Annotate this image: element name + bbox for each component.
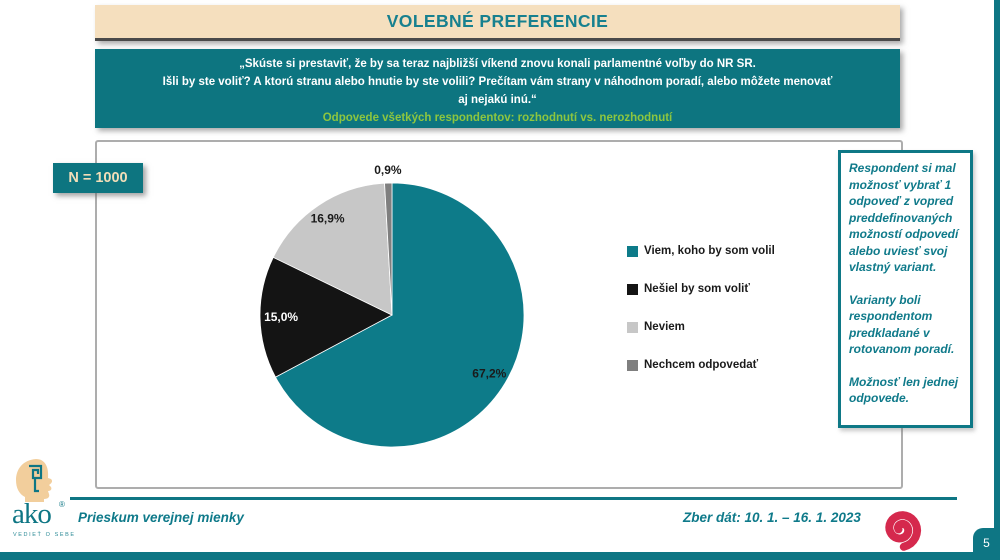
legend-swatch [627, 246, 638, 257]
ako-wordmark: ako [12, 498, 51, 530]
pie-data-label-1: 67,2% [472, 366, 507, 381]
spiral-path [889, 515, 917, 547]
pie-data-label-3: 16,9% [310, 211, 345, 226]
legend-item-1 [627, 245, 775, 257]
footer-divider [70, 497, 957, 500]
legend-swatch [627, 284, 638, 295]
note-paragraph: Možnosť len jednej odpovede. [849, 374, 959, 405]
bottom-edge-bar [0, 552, 1000, 560]
red-spiral-icon [878, 506, 924, 552]
question-subtitle: Odpovede všetkých respondentov: rozhodnutí vs. nerozhodnutí [322, 112, 673, 124]
legend-label: Nechcem odpovedať [644, 359, 759, 371]
legend-label: Viem, koho by som volil [644, 245, 775, 257]
question-line-2: Išli by ste voliť? A ktorú stranu alebo hnutie by ste volili? Prečítam vám strany v náhodnom poradí, alebo môžete menovať [162, 76, 833, 88]
legend-item-2 [627, 283, 775, 295]
legend-label: Neviem [644, 321, 685, 333]
footer-right-text: Zber dát: 10. 1. – 16. 1. 2023 [683, 510, 861, 525]
legend-swatch [627, 360, 638, 371]
methodology-note-box [838, 150, 973, 428]
sample-size-label: N = 1000 [68, 170, 128, 186]
pie-data-label-2: 15,0% [264, 310, 299, 325]
note-paragraph: Respondent si mal možnosť vybrať 1 odpoveď z vopred preddefinovaných možností odpovedí alebo uviesť svoj vlastný variant. [849, 161, 959, 274]
question-line-1: „Skúste si prestaviť, že by sa teraz najbližší víkend znovu konali parlamentné voľby do NR SR. [239, 58, 756, 70]
sample-size-box [53, 163, 143, 193]
note-paragraph: Varianty boli respondentom predkladané v rotovanom poradí. [849, 292, 955, 356]
page-title: VOLEBNÉ PREFERENCIE [386, 11, 609, 31]
legend-label: Nešiel by som voliť [644, 283, 750, 295]
legend-item-4 [627, 359, 775, 371]
question-line-3: aj nejakú inú.“ [458, 94, 537, 106]
legend-item-3 [627, 321, 775, 333]
legend-swatch [627, 322, 638, 333]
pie-chart [97, 142, 905, 491]
page-number-tab [973, 528, 1000, 560]
chart-container [95, 140, 903, 489]
right-edge-bar [994, 0, 1000, 560]
ako-head-icon [14, 458, 62, 502]
pie-legend [627, 245, 775, 397]
pie-data-label-4: 0,9% [374, 162, 402, 177]
ako-tagline: VEDIEŤ O SEBE [13, 532, 76, 538]
title-bar [95, 5, 900, 41]
page-number: 5 [983, 535, 990, 550]
question-box [95, 49, 900, 128]
registered-mark: ® [59, 500, 65, 509]
footer-left-text: Prieskum verejnej mienky [78, 510, 244, 525]
